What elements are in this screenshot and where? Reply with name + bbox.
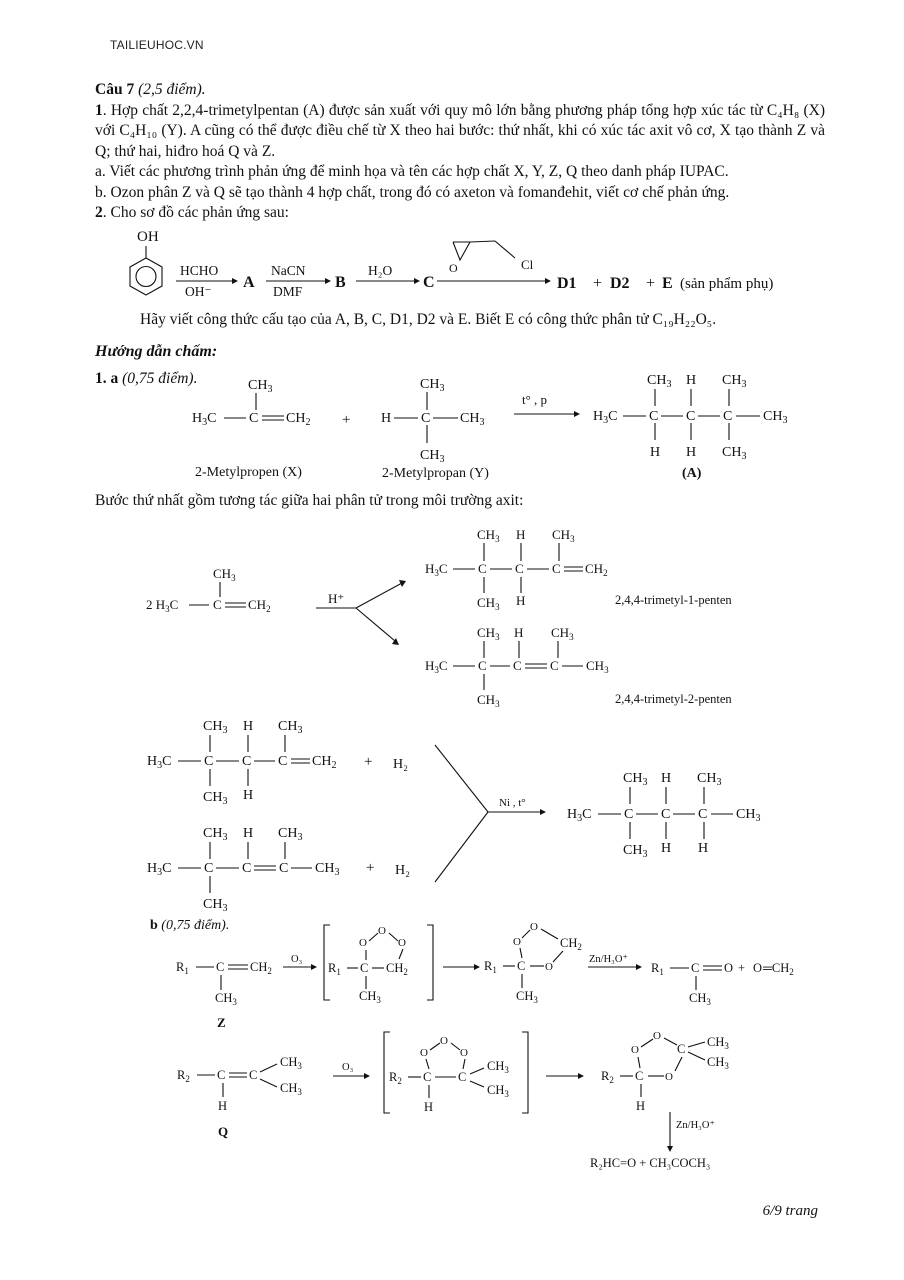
plus-1: + xyxy=(593,275,603,292)
svg-text:O: O xyxy=(359,937,367,949)
o3-1: O₃ xyxy=(291,954,303,965)
prod2-name: 2,4,4-trimetyl-2-penten xyxy=(615,692,732,706)
reagent-water: H₂O xyxy=(368,263,393,278)
svg-text:C: C xyxy=(242,861,252,876)
svg-text:CH2: $CH_2$ xyxy=(585,561,608,578)
prod1-name: 2,4,4-trimetyl-1-penten xyxy=(615,593,732,607)
svg-text:H: H xyxy=(424,1100,434,1114)
svg-text:H: H xyxy=(243,788,254,803)
reagent-dmf: DMF xyxy=(273,284,303,299)
svg-text:C: C xyxy=(458,1070,467,1084)
part2-number: 2 xyxy=(95,204,103,221)
svg-text:CH3: $CH_3$ xyxy=(552,527,575,544)
compound-d1: D1 xyxy=(557,275,577,292)
compound-b: B xyxy=(335,274,346,291)
svg-text:O: O xyxy=(530,921,538,933)
compound-d2: D2 xyxy=(610,275,630,292)
product-a-repeat xyxy=(567,771,760,860)
svg-text:O: O xyxy=(460,1047,468,1059)
part1-number: 1 xyxy=(95,101,103,119)
svg-text:CH3: $CH_3$ xyxy=(203,719,228,736)
svg-text:C: C xyxy=(204,754,214,769)
plus-h2-1: + xyxy=(364,754,373,770)
iso-ch2: $CH_2$ xyxy=(248,597,271,614)
svg-text:C: C xyxy=(217,1068,226,1082)
svg-text:CH3: $CH_3$ xyxy=(516,989,538,1005)
svg-text:H: H xyxy=(636,1099,646,1113)
compound-a: A xyxy=(243,274,255,291)
cl-bond xyxy=(495,241,515,258)
svg-text:H: H xyxy=(661,771,672,786)
y-h: H xyxy=(381,411,392,426)
svg-text:O: O xyxy=(378,925,386,937)
svg-text:C: C xyxy=(677,1042,686,1056)
svg-text:H: H xyxy=(516,527,526,542)
svg-text:H3C: $H_3C$ xyxy=(593,409,618,426)
svg-text:R1: $R_1$ xyxy=(328,961,341,977)
svg-text:C: C xyxy=(249,1068,258,1082)
svg-text:C: C xyxy=(550,658,559,673)
svg-text:CH3: $CH_3$ xyxy=(203,826,228,843)
svg-text:H3C: $H_3C$ xyxy=(147,861,172,878)
part2-text: . Cho sơ đồ các phản ứng sau: xyxy=(102,204,289,221)
reagent-oh-minus: OH⁻ xyxy=(185,284,212,299)
svg-text:R1: $R_1$ xyxy=(651,961,664,977)
svg-text:H3C: $H_3C$ xyxy=(425,561,448,578)
svg-text:C: C xyxy=(649,409,659,424)
svg-text:C: C xyxy=(242,754,252,769)
iso-c: C xyxy=(213,597,222,612)
product-pentene-1 xyxy=(425,527,608,612)
part-1a-number: 1. a xyxy=(95,370,119,387)
svg-text:C: C xyxy=(661,807,671,822)
answer-heading: Hướng dẫn chấm: xyxy=(95,343,218,360)
svg-text:CH2: $CH_2$ xyxy=(250,960,272,976)
svg-text:C: C xyxy=(423,1070,432,1084)
question-title: Câu 7 xyxy=(95,81,135,98)
svg-text:CH3: $CH_3$ xyxy=(707,1055,729,1071)
svg-text:H3C: $H_3C$ xyxy=(567,807,592,824)
svg-text:H3C: $H_3C$ xyxy=(147,754,172,771)
arrow-1-head xyxy=(232,278,238,284)
svg-text:C: C xyxy=(204,861,214,876)
svg-text:C: C xyxy=(635,1069,644,1083)
svg-text:CH3: $CH_3$ xyxy=(280,1055,302,1071)
chlorine: Cl xyxy=(521,257,534,272)
svg-text:CH3: $CH_3$ xyxy=(359,989,381,1005)
part-b-text: b. Ozon phân Z và Q sẽ tạo thành 4 hợp chất, trong đó có axeton và fomanđehit, viết cơ chế phản ứng. xyxy=(95,183,730,201)
svg-text:CH3: $CH_3$ xyxy=(707,1035,729,1051)
hydrogenation xyxy=(147,719,760,914)
svg-text:C: C xyxy=(360,961,369,975)
svg-text:CH3: $CH_3$ xyxy=(623,843,648,860)
svg-text:CH3: $CH_3$ xyxy=(477,527,500,544)
svg-text:O: O xyxy=(653,1030,661,1042)
iso-ch3: $CH_3$ xyxy=(213,566,236,583)
merge-head xyxy=(540,809,546,815)
ozonolysis-q xyxy=(177,1030,729,1170)
plus-h2-2: + xyxy=(366,860,375,876)
svg-text:CH3: $CH_3$ xyxy=(278,719,303,736)
svg-text:C: C xyxy=(513,658,522,673)
x-c: C xyxy=(249,411,259,426)
svg-text:H: H xyxy=(243,719,254,734)
reaction-scheme xyxy=(130,229,773,299)
part1-text: . Hợp chất 2,2,4-trimetylpentan (A) được sản xuất với quy mô lớn bằng phương pháp tổng hợp xúc tác từ C₄H₈ (X) với C₄H₁₀ (Y). A cũng có thể được điều chế từ X theo hai bước: thứ nhất, khi có xúc tác axit vô cơ, X tạo thành Z và Q; thứ hai, hiđro hoá Q và Z. xyxy=(95,101,825,160)
svg-text:O: O xyxy=(440,1035,448,1047)
svg-text:CH2: $CH_2$ xyxy=(386,961,408,977)
svg-text:H: H xyxy=(516,593,526,608)
merge-down xyxy=(435,812,488,882)
svg-text:CH3: $CH_3$ xyxy=(487,1059,509,1075)
svg-text:C: C xyxy=(691,961,700,975)
iso-2h3c: 2 $H_3C$ xyxy=(146,597,179,614)
svg-text:CH3: $CH_3$ xyxy=(278,826,303,843)
svg-text:C: C xyxy=(686,409,696,424)
part-1a-points: (0,75 điểm). xyxy=(122,370,198,387)
q-label: Q xyxy=(218,1124,229,1139)
svg-text:C: C xyxy=(515,561,524,576)
svg-text:O: O xyxy=(420,1047,428,1059)
svg-text:H: H xyxy=(661,841,672,856)
h2-1: H₂ xyxy=(393,757,408,772)
svg-text:CH3: $CH_3$ xyxy=(477,625,500,642)
product-pentene-2 xyxy=(425,625,609,709)
svg-text:CH2: $CH_2$ xyxy=(560,936,582,952)
zn-2: Zn/H₃O⁺ xyxy=(676,1120,715,1131)
epoxide-ring xyxy=(453,242,470,260)
svg-text:C: C xyxy=(279,861,289,876)
cond-tp: t° , p xyxy=(522,392,548,407)
svg-text:H3C: $H_3C$ xyxy=(425,658,448,675)
svg-text:C: C xyxy=(723,409,733,424)
y-ch3-right: $CH_3$ xyxy=(460,411,485,428)
split-down xyxy=(356,608,395,641)
svg-text:C: C xyxy=(216,960,225,974)
svg-text:H: H xyxy=(514,625,524,640)
arrow-3-head xyxy=(414,278,420,284)
svg-text:H: H xyxy=(650,445,661,460)
byproduct-note: (sản phẩm phụ) xyxy=(680,276,774,292)
part-a-text: a. Viết các phương trình phản ứng để minh họa và tên các hợp chất X, Y, Z, Q theo danh pháp IUPAC. xyxy=(95,163,729,180)
svg-text:O: O xyxy=(724,961,734,975)
svg-text:CH3: $CH_3$ xyxy=(647,373,672,390)
svg-text:C: C xyxy=(552,561,561,576)
svg-text:O: O xyxy=(665,1071,673,1083)
svg-text:CH3: $CH_3$ xyxy=(697,771,722,788)
svg-text:R2: $R_2$ xyxy=(177,1068,190,1084)
svg-text:C: C xyxy=(278,754,288,769)
svg-text:CH3: $CH_3$ xyxy=(203,897,228,914)
a-label: (A) xyxy=(682,466,702,481)
equation-1a xyxy=(192,373,787,481)
svg-text:R2: $R_2$ xyxy=(601,1069,614,1085)
ch2-bond xyxy=(470,241,495,242)
x-ch3: $CH_3$ xyxy=(248,378,273,395)
z-label: Z xyxy=(217,1015,226,1030)
svg-text:CH2: $CH_2$ xyxy=(312,754,337,771)
svg-text:CH3: $CH_3$ xyxy=(586,658,609,675)
arrow-2-head xyxy=(325,278,331,284)
y-name: 2-Metylpropan (Y) xyxy=(382,466,489,481)
product-a xyxy=(593,373,787,462)
zn-1: Zn/H₃O⁺ xyxy=(589,954,628,965)
arrow-4-head xyxy=(545,278,551,284)
ozonolysis-z xyxy=(176,921,794,1030)
svg-text:CH3: $CH_3$ xyxy=(623,771,648,788)
svg-text:H: H xyxy=(243,826,254,841)
svg-text:CH3: $CH_3$ xyxy=(722,373,747,390)
phenol-oh: OH xyxy=(137,229,159,245)
svg-text:CH3: $CH_3$ xyxy=(280,1081,302,1097)
svg-text:R2: $R_2$ xyxy=(389,1070,402,1086)
svg-text:CH3: $CH_3$ xyxy=(736,807,761,824)
svg-text:CH3: $CH_3$ xyxy=(487,1083,509,1099)
svg-text:H: H xyxy=(218,1099,228,1113)
benzene-ring xyxy=(130,258,162,295)
svg-text:CH3: $CH_3$ xyxy=(689,991,711,1007)
svg-text:C: C xyxy=(624,807,634,822)
svg-text:+: + xyxy=(738,961,746,975)
svg-text:R1: $R_1$ xyxy=(176,960,189,976)
dimerization xyxy=(146,527,732,709)
svg-text:C: C xyxy=(478,658,487,673)
o3-2: O₃ xyxy=(342,1062,354,1073)
prod-q: R₂HC=O + CH₃COCH₃ xyxy=(590,1156,711,1170)
step1-text: Bước thứ nhất gồm tương tác giữa hai phân tử trong môi trường axit: xyxy=(95,492,524,509)
compound-c: C xyxy=(423,274,435,291)
y-ch3-bot: $CH_3$ xyxy=(420,448,445,465)
part-b-points: (0,75 điểm). xyxy=(161,918,230,933)
reagent-nacn: NaCN xyxy=(271,263,306,278)
x-ch2: $CH_2$ xyxy=(286,411,311,428)
svg-text:CH3: $CH_3$ xyxy=(203,790,228,807)
plus-xy: + xyxy=(342,412,351,428)
arrow-1a-head xyxy=(574,411,580,417)
svg-text:CH3: $CH_3$ xyxy=(722,445,747,462)
svg-text:CH3: $CH_3$ xyxy=(477,692,500,709)
svg-text:CH3: $CH_3$ xyxy=(477,595,500,612)
prod-z-ch2o: $O═CH_2$ xyxy=(753,961,794,977)
svg-text:H: H xyxy=(686,373,697,388)
merge-up xyxy=(435,745,488,812)
task-text: Hãy viết công thức cấu tạo của A, B, C, D1, D2 và E. Biết E có công thức phân tử C₁₉H₂₂O₅. xyxy=(140,311,717,328)
benzene-circle xyxy=(136,267,156,287)
alkene-2 xyxy=(147,826,339,914)
svg-text:CH3: $CH_3$ xyxy=(763,409,788,426)
svg-text:O: O xyxy=(631,1044,639,1056)
svg-text:O: O xyxy=(545,961,553,973)
svg-text:H: H xyxy=(686,445,697,460)
svg-text:O: O xyxy=(513,936,521,948)
svg-text:O: O xyxy=(398,937,406,949)
x-h3c: $H_3C$ xyxy=(192,411,217,428)
y-ch3-top: $CH_3$ xyxy=(420,377,445,394)
svg-text:C: C xyxy=(698,807,708,822)
svg-text:CH3: $CH_3$ xyxy=(315,861,340,878)
epoxide-oxygen: O xyxy=(449,261,458,275)
cond-ni: Ni , t° xyxy=(499,797,526,809)
part-b-number: b xyxy=(150,918,158,933)
plus-2: + xyxy=(646,275,656,292)
svg-text:C: C xyxy=(517,959,526,973)
question-points: (2,5 điểm). xyxy=(138,81,206,98)
svg-text:H: H xyxy=(698,841,709,856)
alkene-1 xyxy=(147,719,336,807)
reagent-hcho: HCHO xyxy=(180,263,219,278)
y-c: C xyxy=(421,411,431,426)
svg-text:C: C xyxy=(478,561,487,576)
page-number: 6/9 trang xyxy=(762,1203,818,1219)
split-up xyxy=(356,583,402,608)
site-header: TAILIEUHOC.VN xyxy=(110,38,204,52)
svg-text:R1: $R_1$ xyxy=(484,959,497,975)
svg-text:CH3: $CH_3$ xyxy=(215,991,237,1007)
h2-2: H₂ xyxy=(395,863,410,878)
compound-e: E xyxy=(662,275,673,292)
svg-text:CH3: $CH_3$ xyxy=(551,625,574,642)
h-plus: H⁺ xyxy=(328,591,345,606)
x-name: 2-Metylpropen (X) xyxy=(195,465,302,480)
